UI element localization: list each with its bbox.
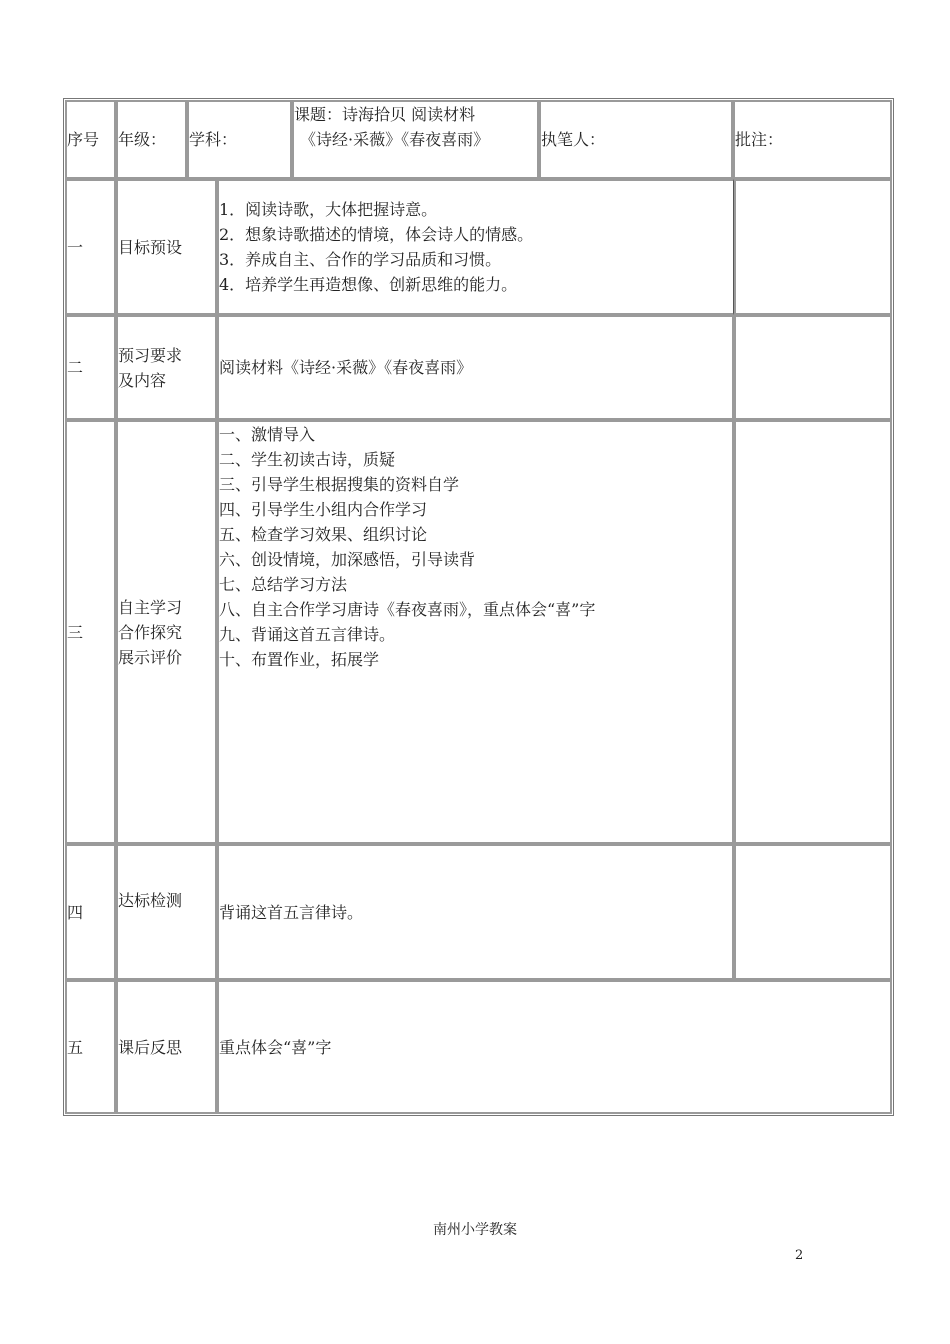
- row-5-num-cell: [65, 980, 116, 1114]
- header-author: 执笔人：: [541, 130, 606, 149]
- footer-school-label: 南州小学教案: [433, 1222, 517, 1238]
- row-4-content-cell: [217, 844, 734, 980]
- header-notes-cell: [733, 100, 892, 179]
- row-2-notes-cell: [734, 315, 892, 420]
- row-3-line-2: 二、学生初读古诗，质疑: [219, 450, 396, 469]
- row-3-label-cell: [116, 420, 217, 844]
- row-5-line-1: 重点体会“喜”字: [219, 1037, 332, 1057]
- row-2-content-cell: [217, 315, 734, 420]
- row-4-num: 四: [67, 902, 84, 922]
- row-3-line-5: 五、检查学习效果、组织讨论: [219, 525, 428, 544]
- row-3-line-3: 三、引导学生根据搜集的资料自学: [219, 475, 460, 494]
- row-5-label-cell: [116, 980, 217, 1114]
- row-2-line-1: 阅读材料《诗经·采薇》《春夜喜雨》: [219, 358, 473, 377]
- row-5-label: 课后反思: [118, 1037, 183, 1057]
- row-3-line-10: 十、布置作业，拓展学: [219, 650, 380, 669]
- row-3-num-cell: [65, 420, 116, 844]
- row-1-num-cell: [65, 179, 116, 315]
- row-3-label: 自主学习 合作探究 展示评价: [118, 597, 183, 667]
- header-grade-cell: [116, 100, 187, 179]
- row-5-content-cell: [217, 980, 892, 1114]
- row-3-notes-cell: [734, 420, 892, 844]
- row-3-line-8: 八、自主合作学习唐诗《春夜喜雨》，重点体会“喜”字: [219, 600, 596, 619]
- row-1-label: 目标预设: [118, 237, 183, 257]
- row-3-line-1: 一、激情导入: [219, 425, 316, 444]
- header-subject: 学科：: [189, 130, 238, 149]
- row-2-num-cell: [65, 315, 116, 420]
- header-author-cell: [539, 100, 733, 179]
- row-3-line-9: 九、背诵这首五言律诗。: [219, 625, 396, 644]
- row-4-label-cell: [116, 844, 217, 980]
- row-5-num: 五: [67, 1037, 84, 1057]
- row-4-label: 达标检测: [118, 891, 183, 910]
- row-3-line-6: 六、创设情境，加深感悟，引导读背: [219, 550, 476, 569]
- header-topic-line1: 课题：诗海拾贝 阅读材料: [294, 105, 476, 124]
- header-notes: 批注：: [735, 130, 784, 149]
- row-3-line-7: 七、总结学习方法: [219, 575, 348, 594]
- header-seq: 序号: [67, 130, 100, 149]
- header-subject-cell: [187, 100, 292, 179]
- row-1-label-cell: [116, 179, 217, 315]
- row-3-content-cell: [217, 420, 734, 844]
- row-1-line-3: 3．养成自主、合作的学习品质和习惯。: [219, 250, 502, 269]
- row-1-line-2: 2．想象诗歌描述的情境，体会诗人的情感。: [219, 225, 534, 244]
- row-3-line-4: 四、引导学生小组内合作学习: [219, 500, 428, 519]
- row-4-line-1: 背诵这首五言律诗。: [219, 902, 364, 922]
- row-1-content-cell: [217, 179, 734, 315]
- header-topic-line2: 《诗经·采薇》《春夜喜雨》: [300, 130, 490, 149]
- row-4-notes-cell: [734, 844, 892, 980]
- row-2-label: 预习要求 及内容: [118, 345, 183, 390]
- header-topic-cell: [292, 100, 539, 179]
- row-1-line-4: 4．培养学生再造想像、创新思维的能力。: [219, 275, 518, 294]
- row-3-num: 三: [67, 622, 84, 642]
- row-2-num: 二: [67, 358, 84, 377]
- row-1-line-1: 1．阅读诗歌，大体把握诗意。: [219, 200, 438, 219]
- row-1-notes-cell: [734, 179, 892, 315]
- page-number: 2: [795, 1248, 804, 1263]
- row-4-num-cell: [65, 844, 116, 980]
- header-grade: 年级：: [118, 130, 167, 149]
- row-1-num: 一: [67, 237, 84, 257]
- header-seq-cell: [65, 100, 116, 179]
- row-2-label-cell: [116, 315, 217, 420]
